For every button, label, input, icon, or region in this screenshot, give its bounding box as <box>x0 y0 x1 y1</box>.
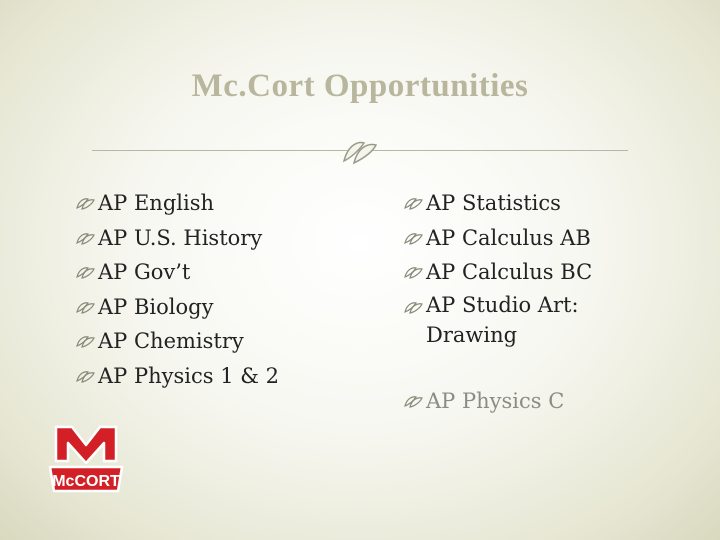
course-label: AP English <box>98 191 215 215</box>
list-item <box>76 290 279 325</box>
course-label: AP Studio Art: Drawing <box>426 292 579 347</box>
list-item <box>404 221 626 256</box>
leaf-bullet-icon <box>76 334 96 348</box>
course-label: AP Statistics <box>426 191 561 215</box>
course-label: AP U.S. History <box>98 225 263 250</box>
course-label: AP Chemistry <box>98 329 244 353</box>
list-item <box>76 324 279 359</box>
mccort-logo <box>48 423 124 497</box>
leaf-bullet-icon <box>76 196 96 210</box>
list-item <box>404 186 626 221</box>
course-label: AP Calculus BC <box>426 260 593 284</box>
list-item <box>76 221 279 256</box>
list-item <box>76 186 279 221</box>
leaf-bullet-icon <box>404 196 424 210</box>
slide-title: Mc.Cort Opportunities <box>191 68 529 104</box>
leaf-bullet-icon <box>76 369 96 383</box>
course-label: AP Physics 1 & 2 <box>98 363 279 388</box>
course-label: AP Calculus AB <box>426 225 591 250</box>
logo-text: McCORT <box>52 473 120 490</box>
leaf-bullet-icon <box>76 265 96 279</box>
leaf-bullet-icon <box>76 231 96 245</box>
list-item <box>404 290 626 350</box>
leaf-bullet-icon <box>404 300 424 314</box>
course-label: AP Biology <box>98 294 214 319</box>
list-item <box>76 255 279 290</box>
leaf-bullet-icon <box>404 394 424 408</box>
list-item <box>76 359 279 394</box>
course-label: AP Physics C <box>426 388 565 413</box>
course-label: AP Gov’t <box>98 260 191 284</box>
left-course-list <box>76 186 279 393</box>
leaf-bullet-icon <box>76 300 96 314</box>
list-item <box>404 255 626 290</box>
right-course-list <box>404 186 626 418</box>
list-item <box>404 384 626 419</box>
double-leaf-icon <box>340 137 380 165</box>
leaf-bullet-icon <box>404 265 424 279</box>
leaf-bullet-icon <box>404 231 424 245</box>
